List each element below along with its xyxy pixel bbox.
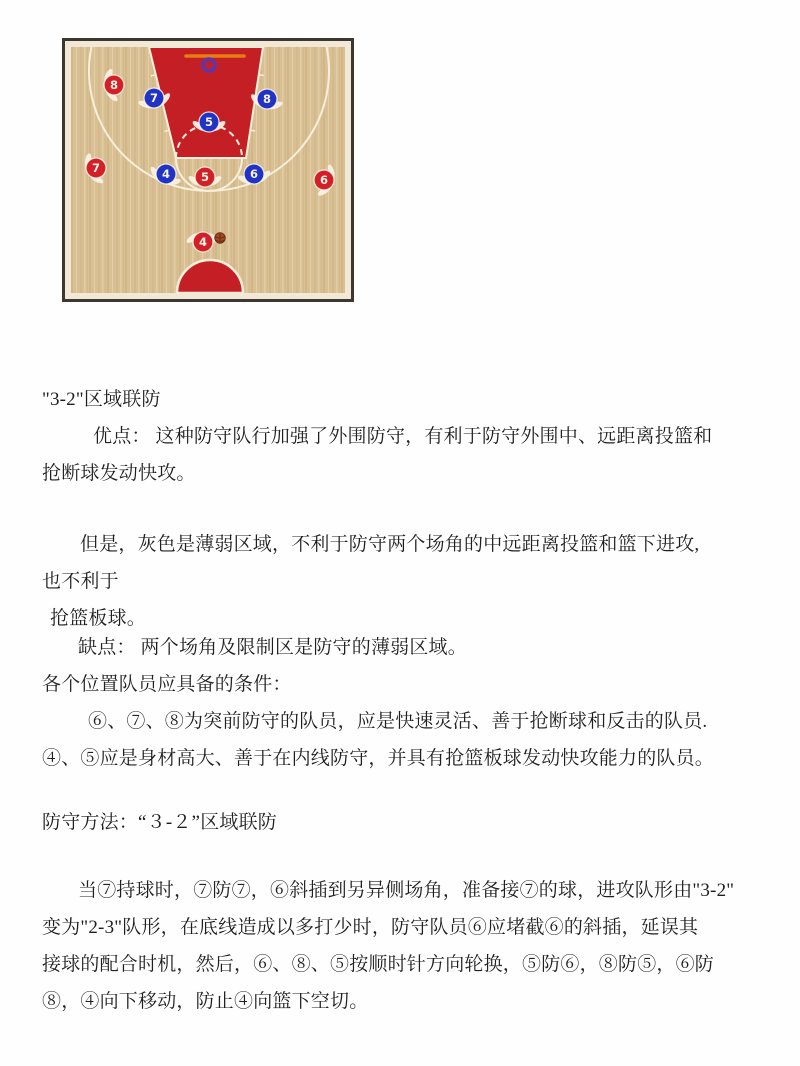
text-line: ⑧，④向下移动，防止④向篮下空切。 [42, 991, 369, 1012]
svg-text:4: 4 [198, 235, 208, 250]
svg-text:8: 8 [109, 78, 119, 93]
svg-text:6: 6 [319, 173, 329, 188]
text-line: 防守方法：“３-２”区域联防 [42, 812, 277, 833]
text-line: 变为"2-3"队形，在底线造成以多打少时，防守队员⑥应堵截⑥的斜插，延误其 [42, 917, 699, 938]
svg-text:5: 5 [200, 170, 210, 185]
svg-text:4: 4 [161, 167, 171, 182]
svg-text:5: 5 [204, 115, 214, 130]
text-line: 也不利于 [42, 571, 119, 592]
paragraph [42, 381, 762, 492]
paragraph [42, 872, 762, 1020]
svg-text:8: 8 [262, 92, 272, 107]
svg-text:7: 7 [149, 91, 159, 106]
text-line: 抢断球发动快攻。 [42, 463, 196, 484]
paragraph [42, 804, 762, 841]
text-line: ⑥、⑦、⑧为突前防守的队员，应是快速灵活、善于抢断球和反击的队员. [88, 711, 708, 732]
svg-text:6: 6 [249, 167, 259, 182]
text-line: 接球的配合时机，然后，⑥、⑧、⑤按顺时针方向轮换，⑤防⑥，⑧防⑤，⑥防 [42, 954, 715, 975]
paragraph [42, 629, 762, 777]
text-line: 当⑦持球时，⑦防⑦，⑥斜插到另异侧场角，准备接⑦的球，进攻队形由"3-2" [78, 880, 735, 901]
text-line: 抢篮板球。 [50, 608, 147, 629]
text-line: 各个位置队员应具备的条件： [42, 674, 292, 695]
paragraph [42, 526, 762, 637]
text-line: "3-2"区域联防 [42, 389, 161, 410]
svg-text:7: 7 [91, 161, 101, 176]
text-line: 优点： 这种防守队行加强了外围防守，有利于防守外围中、远距离投篮和 [93, 426, 713, 447]
text-line: 缺点： 两个场角及限制区是防守的薄弱区域。 [78, 637, 467, 658]
text-line: 但是，灰色是薄弱区域，不利于防守两个场角的中远距离投篮和篮下进攻, [80, 534, 700, 555]
text-line: ④、⑤应是身材高大、善于在内线防守，并具有抢篮板球发动快攻能力的队员。 [42, 748, 715, 769]
